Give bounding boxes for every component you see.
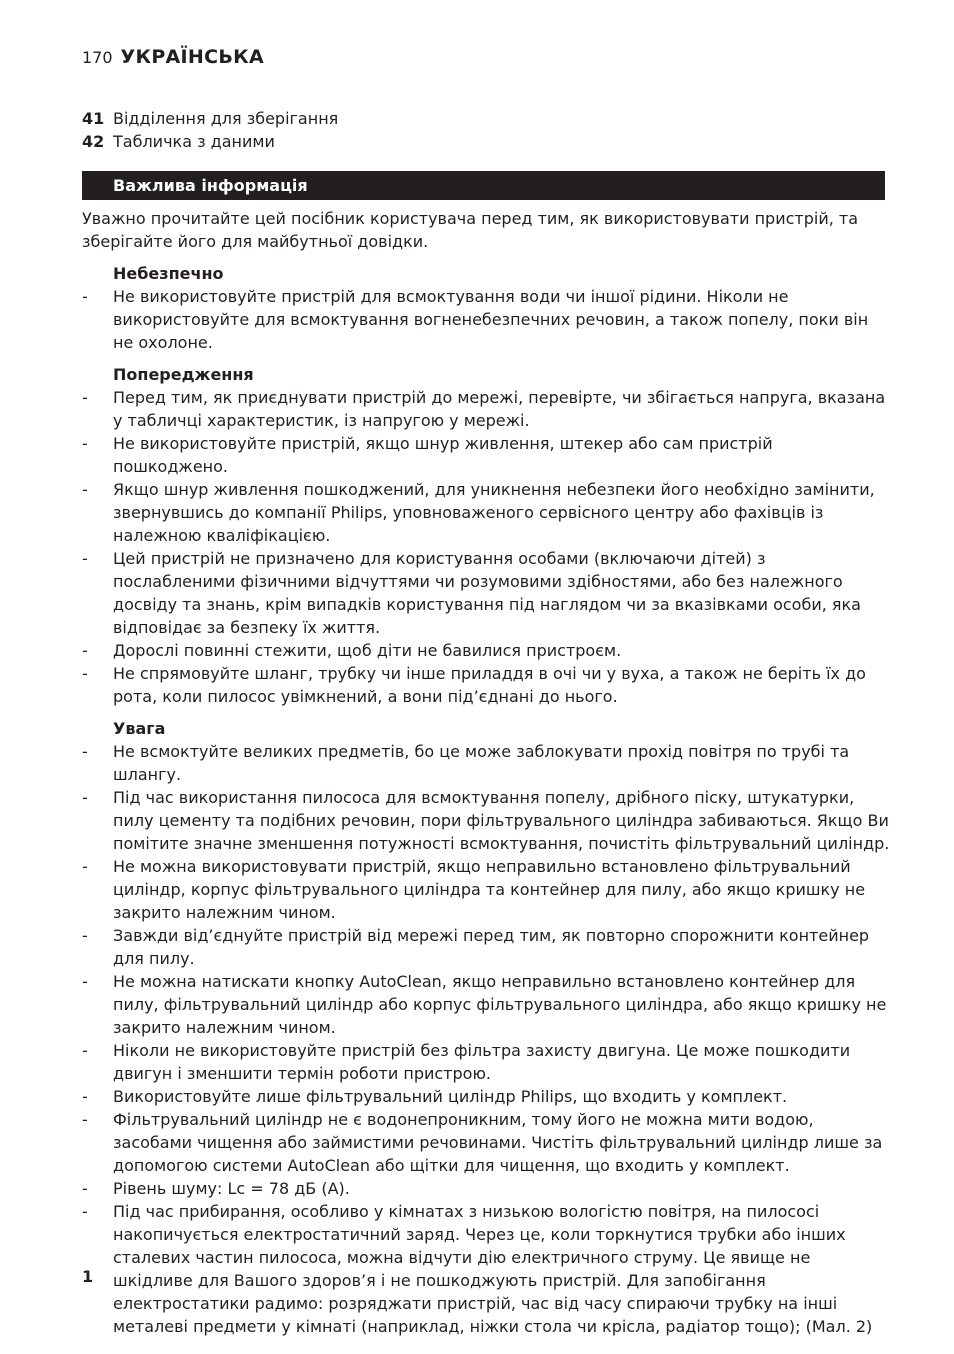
bullet-dash: -: [82, 434, 88, 453]
warning-list: [82, 386, 892, 708]
list-item-text: Якщо шнур живлення пошкоджений, для уникнення небезпеки його необхідно замінити, звернувшись до компанії Philips, уповноваженого сервісного центру або фахівців із належною кваліфікацією.: [113, 480, 875, 545]
bullet-dash: -: [82, 1202, 88, 1221]
bullet-dash: -: [82, 1179, 88, 1198]
bullet-dash: -: [82, 664, 88, 683]
list-item: [82, 1108, 892, 1177]
list-item: [82, 970, 892, 1039]
bullet-dash: -: [82, 549, 88, 568]
bullet-dash: -: [82, 742, 88, 761]
caution-heading: Увага: [113, 719, 166, 738]
danger-list: [82, 285, 892, 354]
figure-marker: 1: [82, 1267, 94, 1286]
page-number: 170: [82, 48, 113, 67]
list-item-text: Перед тим, як приєднувати пристрій до мережі, перевірте, чи збігається напруга, вказана у табличці характеристик, із напругою у мережі.: [113, 388, 886, 430]
bullet-dash: -: [82, 972, 88, 991]
numbered-item: [82, 130, 338, 153]
list-item: [82, 786, 892, 855]
item-number: 41: [82, 109, 105, 128]
bullet-dash: -: [82, 641, 88, 660]
list-item: [82, 740, 892, 786]
list-item: [82, 547, 892, 639]
list-item: [82, 1039, 892, 1085]
numbered-parts-list: [82, 107, 338, 153]
numbered-item: [82, 107, 338, 130]
list-item: [82, 478, 892, 547]
bullet-dash: -: [82, 480, 88, 499]
language-title: УКРАЇНСЬКА: [120, 46, 264, 68]
list-item-text: Фільтрувальний циліндр не є водонепроникним, тому його не можна мити водою, засобами чищення або займистими речовинами. Чистіть фільтрувальний циліндр лише за допомогою системи AutoClean або щітки для чищення, що входить у комплект.: [113, 1110, 883, 1175]
caution-list: [82, 740, 892, 1338]
list-item-text: Не використовуйте пристрій, якщо шнур живлення, штекер або сам пристрій пошкоджено.: [113, 434, 773, 476]
list-item-text: Цей пристрій не призначено для користування особами (включаючи дітей) з послабленими фізичними відчуттями чи розумовими здібностями, або без належного досвіду та знань, крім випадків користування під наглядом чи за вказівками особи, яка відповідає за безпеку їх життя.: [113, 549, 861, 637]
list-item-text: Під час використання пилососа для всмоктування попелу, дрібного піску, штукатурки, пилу цементу та подібних речовин, пори фільтрувального циліндра забиваються. Якщо Ви помітите значне зменшення потужності всмоктування, почистіть фільтрувальний циліндр.: [113, 788, 890, 853]
list-item: [82, 386, 892, 432]
list-item: [82, 855, 892, 924]
bullet-dash: -: [82, 1041, 88, 1060]
list-item-text: Не використовуйте пристрій для всмоктування води чи іншої рідини. Ніколи не використовуйте для всмоктування вогненебезпечних речовин, а також попелу, поки він не охолоне.: [113, 287, 869, 352]
list-item-text: Не можна використовувати пристрій, якщо неправильно встановлено фільтрувальний циліндр, корпус фільтрувального циліндра та контейнер для пилу, або якщо кришку не закрито належним чином.: [113, 857, 866, 922]
list-item: [82, 285, 892, 354]
bullet-dash: -: [82, 1087, 88, 1106]
list-item-text: Рівень шуму: Lc = 78 дБ (A).: [113, 1179, 350, 1198]
list-item: [82, 1200, 892, 1338]
list-item: [82, 1177, 892, 1200]
item-text: Відділення для зберігання: [113, 109, 339, 128]
list-item-text: Завжди від’єднуйте пристрій від мережі перед тим, як повторно спорожнити контейнер для пилу.: [113, 926, 870, 968]
bullet-dash: -: [82, 788, 88, 807]
list-item-text: Не спрямовуйте шланг, трубку чи інше приладдя в очі чи у вуха, а також не беріть їх до рота, коли пилосос увімкнений, а вони під’єднані до нього.: [113, 664, 866, 706]
section-content: [82, 207, 892, 1338]
warning-heading: Попередження: [113, 365, 254, 384]
bullet-dash: -: [82, 926, 88, 945]
list-item-text: Не всмоктуйте великих предметів, бо це може заблокувати прохід повітря по трубі та шлангу.: [113, 742, 850, 784]
bullet-dash: -: [82, 1110, 88, 1129]
list-item: [82, 662, 892, 708]
list-item-text: Дорослі повинні стежити, щоб діти не бавилися пристроєм.: [113, 641, 622, 660]
item-number: 42: [82, 132, 105, 151]
page-header: [82, 46, 264, 68]
list-item: [82, 1085, 892, 1108]
bullet-dash: -: [82, 857, 88, 876]
danger-heading: Небезпечно: [113, 264, 224, 283]
section-heading: Важлива інформація: [82, 171, 885, 200]
list-item-text: Ніколи не використовуйте пристрій без фільтра захисту двигуна. Це може пошкодити двигун і зменшити термін роботи пристрою.: [113, 1041, 851, 1083]
item-text: Табличка з даними: [113, 132, 275, 151]
bullet-dash: -: [82, 388, 88, 407]
list-item-text: Не можна натискати кнопку AutoClean, якщо неправильно встановлено контейнер для пилу, фільтрувальний циліндр або корпус фільтрувального циліндра, або якщо кришку не закрито належним чином.: [113, 972, 887, 1037]
bullet-dash: -: [82, 287, 88, 306]
list-item: [82, 639, 892, 662]
list-item-text: Використовуйте лише фільтрувальний циліндр Philips, що входить у комплект.: [113, 1087, 788, 1106]
intro-paragraph: Уважно прочитайте цей посібник користувача перед тим, як використовувати пристрій, та зберігайте його для майбутньої довідки.: [82, 209, 859, 251]
list-item: [82, 432, 892, 478]
list-item-text: Під час прибирання, особливо у кімнатах з низькою вологістю повітря, на пилососі накопичується електростатичний заряд. Через це, коли торкнутися трубки або інших сталевих частин пилососа, можна відчути дію електричного струму. Це явище не шкідливе для Вашого здоров’я і не пошкоджують пристрій. Для запобігання електростатики радимо: розряджати пристрій, час від часу спираючи трубку на інші металеві предмети у кімнаті (наприклад, ніжки стола чи крісла, радіатор тощо); (Мал. 2): [113, 1202, 873, 1336]
list-item: [82, 924, 892, 970]
